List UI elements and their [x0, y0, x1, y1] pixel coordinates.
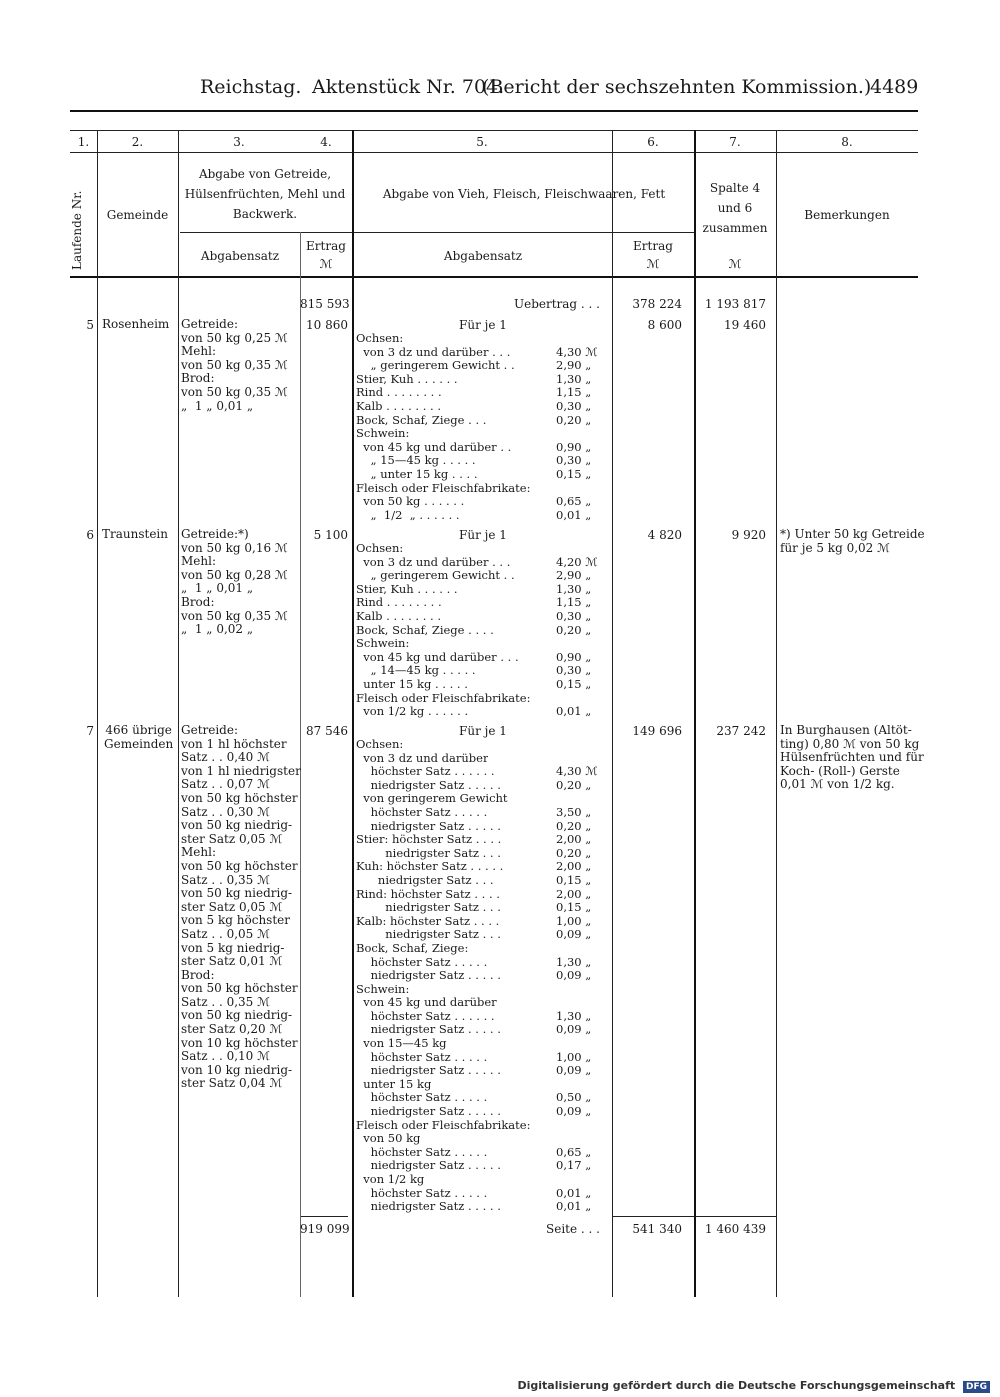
heading-col4-ertrag: Ertrag — [306, 239, 346, 253]
rate-value: 1,00 „ — [556, 913, 592, 928]
rate-label: unter 15 kg — [356, 1077, 432, 1091]
rate-row — [356, 901, 608, 915]
rate-label: Stier, Kuh . . . . . . — [356, 372, 458, 386]
colnum-5: 5. — [476, 135, 488, 149]
rate-value: 0,15 „ — [556, 676, 592, 691]
rate-row — [356, 1091, 608, 1105]
rate-value: 1,30 „ — [556, 1008, 592, 1023]
rate-label: Bock, Schaf, Ziege: — [356, 941, 469, 955]
rate-row — [356, 637, 608, 651]
rate-value: 2,00 „ — [556, 886, 592, 901]
rate-row — [356, 414, 608, 428]
rate-label: „ 15—45 kg . . . . . — [356, 454, 476, 468]
rate-value: 4,20 ℳ — [556, 554, 598, 569]
rate-label: Kalb . . . . . . . . — [356, 399, 441, 413]
rate-value: 0,09 „ — [556, 968, 592, 983]
rate-value: 0,90 „ — [556, 649, 592, 664]
row7-nr: 7 — [86, 724, 94, 738]
seite-label: Seite . . . — [546, 1222, 600, 1236]
row6-gemeinde: Traunstein — [102, 527, 168, 541]
rate-row — [356, 820, 608, 834]
rate-row — [356, 860, 608, 874]
rate-value: 0,15 „ — [556, 466, 592, 481]
rate-row — [356, 1200, 608, 1214]
colnum-3: 3. — [233, 135, 245, 149]
colnum-7: 7. — [729, 135, 741, 149]
rate-label: Kalb . . . . . . . . — [356, 609, 441, 623]
rate-value: 1,30 „ — [556, 954, 592, 969]
col-divider-2 — [178, 130, 179, 1297]
rate-row — [356, 792, 608, 806]
rate-label: Ochsen: — [356, 542, 404, 555]
rate-label: niedrigster Satz . . . — [356, 928, 501, 942]
rate-value: 0,90 „ — [556, 439, 592, 454]
dfg-logo: DFG — [963, 1381, 990, 1393]
rate-row — [356, 983, 608, 997]
rate-value: 2,00 „ — [556, 832, 592, 847]
rate-label: von 3 dz und darüber . . . — [356, 555, 511, 569]
row6-rates — [356, 542, 608, 719]
rate-row — [356, 569, 608, 583]
uebertrag-col4: 815 593 — [300, 297, 350, 311]
rate-label: höchster Satz . . . . . — [356, 1050, 488, 1064]
rate-row — [356, 1105, 608, 1119]
rate-value: 3,50 „ — [556, 804, 592, 819]
colnum-8: 8. — [841, 135, 853, 149]
row5-gemeinde: Rosenheim — [102, 317, 170, 331]
rate-row — [356, 468, 608, 482]
rate-label: Ochsen: — [356, 332, 404, 345]
rate-row — [356, 556, 608, 570]
rate-label: niedrigster Satz . . . . . — [356, 1200, 501, 1214]
heading-col3: Abgabe von Getreide, Hülsenfrüchten, Mehl und Backwerk. — [184, 167, 346, 221]
rate-value: 1,00 „ — [556, 1049, 592, 1064]
row6-col7: 9 920 — [731, 528, 766, 542]
rate-value: 0,20 „ — [556, 845, 592, 860]
rate-row — [356, 1159, 608, 1173]
page-number: 4489 — [870, 76, 919, 98]
rate-value: 0,01 „ — [556, 507, 592, 522]
col7-sum-rule — [694, 1216, 776, 1217]
row5-col7: 19 460 — [724, 318, 766, 332]
rate-row — [356, 779, 608, 793]
rate-row — [356, 596, 608, 610]
col6-sum-rule — [612, 1216, 694, 1217]
col-divider-4 — [352, 130, 354, 1297]
seite-col7: 1 460 439 — [704, 1222, 766, 1236]
heading-col6-unit: ℳ — [646, 257, 660, 271]
heading-bemerkungen: Bemerkungen — [804, 208, 890, 222]
rate-value: 0,17 „ — [556, 1158, 592, 1173]
heading-col5: Abgabe von Vieh, Fleisch, Fleischwaaren, Fett — [382, 187, 666, 201]
rate-value: 0,20 „ — [556, 777, 592, 792]
seite-col6: 541 340 — [632, 1222, 682, 1236]
row5-rates — [356, 332, 608, 522]
rate-label: niedrigster Satz . . . . . — [356, 1159, 501, 1173]
rate-value: 0,09 „ — [556, 1022, 592, 1037]
rate-row — [356, 359, 608, 373]
heading-col3-abgabensatz: Abgabensatz — [200, 249, 280, 263]
row7-rates — [356, 738, 608, 1214]
dfg-footer — [517, 1379, 990, 1393]
header-rule — [70, 110, 918, 112]
rate-value: 0,20 „ — [556, 622, 592, 637]
colnum-rule — [70, 152, 918, 153]
rate-row — [356, 847, 608, 861]
rate-label: Schwein: — [356, 427, 410, 441]
rate-label: Rind: höchster Satz . . . . — [356, 887, 500, 901]
rate-row — [356, 373, 608, 387]
rate-label: niedrigster Satz . . . . . — [356, 778, 501, 792]
rate-row — [356, 1023, 608, 1037]
row7-col4: 87 546 — [306, 724, 348, 738]
rate-row — [356, 692, 608, 706]
rate-label: Schwein: — [356, 637, 410, 651]
row6-col4: 5 100 — [313, 528, 348, 542]
rate-value: 0,09 „ — [556, 1063, 592, 1078]
rate-row — [356, 441, 608, 455]
rate-value: 1,30 „ — [556, 581, 592, 596]
header-aktenstueck: Aktenstück Nr. 704. — [312, 76, 505, 98]
rate-value: 0,01 „ — [556, 1185, 592, 1200]
colnum-1: 1. — [77, 135, 90, 149]
rate-row — [356, 1037, 608, 1051]
col3-sub-rule — [180, 232, 352, 233]
row7-col6: 149 696 — [632, 724, 682, 738]
header-reichstag: Reichstag. — [200, 76, 302, 98]
rate-row — [356, 928, 608, 942]
rate-label: Stier: höchster Satz . . . . — [356, 833, 502, 847]
rate-label: höchster Satz . . . . . — [356, 955, 488, 969]
heading-col7: Spalte 4 und 6 zusammen — [702, 181, 768, 235]
rate-label: niedrigster Satz . . . — [356, 901, 501, 915]
heading-col6-ertrag: Ertrag — [633, 239, 673, 253]
rate-row — [356, 888, 608, 902]
col-divider-1 — [97, 130, 98, 1297]
rate-row — [356, 1064, 608, 1078]
header-bottom-rule — [70, 276, 918, 278]
row5-col3: Getreide: von 50 kg 0,25 ℳ Mehl: von 50 kg 0,35 ℳ Brod: von 50 kg 0,35 ℳ „ 1 „ 0,01 „ — [181, 317, 288, 413]
rate-row — [356, 664, 608, 678]
rate-row — [356, 1132, 608, 1146]
rate-label: Fleisch oder Fleischfabrikate: — [356, 481, 531, 495]
rate-label: von 45 kg und darüber . . — [356, 440, 512, 454]
row5-col6: 8 600 — [647, 318, 682, 332]
rate-row — [356, 752, 608, 766]
rate-row — [356, 678, 608, 692]
uebertrag-col7: 1 193 817 — [704, 297, 766, 311]
rate-label: von 1/2 kg . . . . . . — [356, 705, 469, 719]
rate-row — [356, 1187, 608, 1201]
rate-label: höchster Satz . . . . . — [356, 1186, 488, 1200]
rate-row — [356, 509, 608, 523]
rate-row — [356, 705, 608, 719]
col4-sum-rule — [300, 1216, 348, 1217]
rate-label: niedrigster Satz . . . — [356, 873, 494, 887]
rate-row — [356, 956, 608, 970]
colnum-4: 4. — [320, 135, 332, 149]
rate-label: Ochsen: — [356, 738, 404, 751]
rate-row — [356, 542, 608, 556]
rate-value: 4,30 ℳ — [556, 764, 598, 779]
row7-col7: 237 242 — [716, 724, 766, 738]
rate-label: Kalb: höchster Satz . . . . — [356, 914, 500, 928]
rate-value: 1,15 „ — [556, 595, 592, 610]
rate-label: Stier, Kuh . . . . . . — [356, 582, 458, 596]
rate-label: von geringerem Gewicht — [356, 792, 508, 806]
rate-label: „ 1/2 „ . . . . . . — [356, 508, 460, 522]
rate-label: „ 14—45 kg . . . . . — [356, 664, 476, 678]
rate-label: Schwein: — [356, 982, 410, 996]
rate-row — [356, 806, 608, 820]
heading-col7-unit: ℳ — [728, 257, 742, 271]
rate-label: Fleisch oder Fleischfabrikate: — [356, 691, 531, 705]
rate-label: von 50 kg . . . . . . — [356, 495, 465, 509]
heading-laufende-nr: Laufende Nr. — [70, 190, 84, 270]
row7-gemeinde: 466 übrige Gemeinden — [104, 723, 174, 751]
rate-value: 0,30 „ — [556, 398, 592, 413]
col5-sub-rule — [354, 232, 694, 233]
rate-label: Kuh: höchster Satz . . . . . — [356, 860, 504, 874]
rate-value: 0,09 „ — [556, 1104, 592, 1119]
rate-row — [356, 400, 608, 414]
rate-value: 2,00 „ — [556, 859, 592, 874]
rate-label: von 50 kg — [356, 1132, 421, 1146]
rate-label: von 15—45 kg — [356, 1037, 447, 1051]
rate-label: Rind . . . . . . . . — [356, 596, 442, 610]
footer-text: Digitalisierung gefördert durch die Deutsche Forschungsgemeinschaft — [517, 1379, 956, 1392]
rate-label: niedrigster Satz . . . . . — [356, 1023, 501, 1037]
rate-value: 2,90 „ — [556, 358, 592, 373]
row6-bemerkung: *) Unter 50 kg Getreide für je 5 kg 0,02 ℳ — [780, 527, 925, 555]
rate-row — [356, 610, 608, 624]
rate-row — [356, 915, 608, 929]
rate-label: höchster Satz . . . . . — [356, 1145, 488, 1159]
row7-head: Für je 1 — [459, 724, 507, 738]
row6-col3: Getreide:*) von 50 kg 0,16 ℳ Mehl: von 50 kg 0,28 ℳ „ 1 „ 0,01 „ Brod: von 50 kg 0,35 ℳ „ 1 „ 0,02 „ — [181, 527, 288, 637]
rate-row — [356, 996, 608, 1010]
rate-value: 0,65 „ — [556, 494, 592, 509]
rate-row — [356, 1173, 608, 1187]
rate-label: Fleisch oder Fleischfabrikate: — [356, 1118, 531, 1132]
rate-row — [356, 624, 608, 638]
rate-value: 0,30 „ — [556, 608, 592, 623]
rate-value: 0,50 „ — [556, 1090, 592, 1105]
rate-row — [356, 942, 608, 956]
rate-label: niedrigster Satz . . . . . — [356, 1105, 501, 1119]
rate-label: von 3 dz und darüber . . . — [356, 345, 511, 359]
row7-bemerkung: In Burghausen (Altöt- ting) 0,80 ℳ von 50 kg Hülsenfrüchten und für Koch- (Roll-) Gerste 0,01 ℳ von 1/2 kg. — [780, 723, 924, 792]
rate-row — [356, 482, 608, 496]
rate-value: 0,01 „ — [556, 704, 592, 719]
rate-row — [356, 346, 608, 360]
row6-col6: 4 820 — [647, 528, 682, 542]
rate-row — [356, 1010, 608, 1024]
rate-row — [356, 969, 608, 983]
rate-row — [356, 495, 608, 509]
uebertrag-col6: 378 224 — [632, 297, 682, 311]
row5-nr: 5 — [86, 318, 94, 332]
heading-col4-unit: ℳ — [319, 257, 333, 271]
rate-row — [356, 738, 608, 752]
row6-nr: 6 — [86, 528, 94, 542]
rate-row — [356, 332, 608, 346]
rate-value: 0,65 „ — [556, 1144, 592, 1159]
rate-label: „ geringerem Gewicht . . — [356, 569, 515, 583]
rate-row — [356, 1119, 608, 1133]
rate-value: 1,30 „ — [556, 371, 592, 386]
rate-row — [356, 874, 608, 888]
rate-label: Bock, Schaf, Ziege . . . — [356, 413, 487, 427]
heading-gemeinde: Gemeinde — [106, 208, 169, 222]
seite-col4: 919 099 — [300, 1222, 350, 1236]
colnum-6: 6. — [647, 135, 659, 149]
rate-row — [356, 765, 608, 779]
rate-label: niedrigster Satz . . . . . — [356, 1064, 501, 1078]
uebertrag-label: Uebertrag . . . — [513, 297, 600, 311]
rate-row — [356, 427, 608, 441]
rate-value: 1,15 „ — [556, 385, 592, 400]
page-header — [200, 76, 919, 104]
rate-value: 0,09 „ — [556, 927, 592, 942]
rate-row — [356, 833, 608, 847]
rate-row — [356, 583, 608, 597]
rate-value: 0,20 „ — [556, 818, 592, 833]
rate-label: unter 15 kg . . . . . — [356, 677, 468, 691]
rate-value: 0,01 „ — [556, 1199, 592, 1214]
colnum-2: 2. — [131, 135, 144, 149]
table-top-rule — [70, 130, 918, 131]
rate-label: niedrigster Satz . . . — [356, 846, 501, 860]
rate-label: „ unter 15 kg . . . . — [356, 467, 478, 481]
rate-row — [356, 386, 608, 400]
rate-label: höchster Satz . . . . . . — [356, 765, 495, 779]
rate-value: 4,30 ℳ — [556, 344, 598, 359]
rate-row — [356, 1078, 608, 1092]
rate-value: 0,30 „ — [556, 663, 592, 678]
row7-col3: Getreide: von 1 hl höchster Satz . . 0,40 ℳ von 1 hl niedrigster Satz . . 0,07 ℳ von 50 kg höchster Satz . . 0,30 ℳ von 50 kg niedrig- ster Satz 0,05 ℳ Mehl: von 50 kg höchster Satz . . 0,35 ℳ von 50 kg niedrig- ster Satz 0,05 ℳ von 5 kg höchster Satz . . 0,05 ℳ von 5 kg niedrig- ster Satz 0,01 ℳ Brod: von 50 kg höchster Satz . . 0,35 ℳ von 50 kg niedrig- ster Satz 0,20 ℳ von 10 kg höchster Satz . . 0,10 ℳ von 10 kg niedrig- ster Satz 0,04 ℳ — [181, 723, 301, 1091]
rate-label: von 45 kg und darüber — [356, 996, 497, 1010]
rate-label: Bock, Schaf, Ziege . . . . — [356, 623, 494, 637]
rate-row — [356, 454, 608, 468]
rate-label: von 45 kg und darüber . . . — [356, 650, 519, 664]
rate-label: „ geringerem Gewicht . . — [356, 359, 515, 373]
rate-label: höchster Satz . . . . . . — [356, 1009, 495, 1023]
heading-col5-abgabensatz: Abgabensatz — [443, 249, 523, 263]
rate-label: niedrigster Satz . . . . . — [356, 969, 501, 983]
rate-value: 0,20 „ — [556, 412, 592, 427]
rate-label: von 1/2 kg — [356, 1173, 425, 1186]
row5-head: Für je 1 — [459, 318, 507, 332]
col-divider-7 — [776, 130, 777, 1297]
rate-label: niedrigster Satz . . . . . — [356, 819, 501, 833]
rate-row — [356, 1146, 608, 1160]
row6-head: Für je 1 — [459, 528, 507, 542]
rate-label: höchster Satz . . . . . — [356, 805, 488, 819]
rate-row — [356, 1051, 608, 1065]
rate-label: Rind . . . . . . . . — [356, 386, 442, 400]
rate-label: von 3 dz und darüber — [356, 751, 489, 765]
rate-value: 0,15 „ — [556, 872, 592, 887]
rate-value: 0,30 „ — [556, 453, 592, 468]
rate-row — [356, 651, 608, 665]
header-bericht: (Bericht der sechszehnten Kommission.) — [482, 76, 872, 98]
row5-col4: 10 860 — [306, 318, 348, 332]
rate-value: 2,90 „ — [556, 568, 592, 583]
rate-value: 0,15 „ — [556, 900, 592, 915]
rate-label: höchster Satz . . . . . — [356, 1091, 488, 1105]
